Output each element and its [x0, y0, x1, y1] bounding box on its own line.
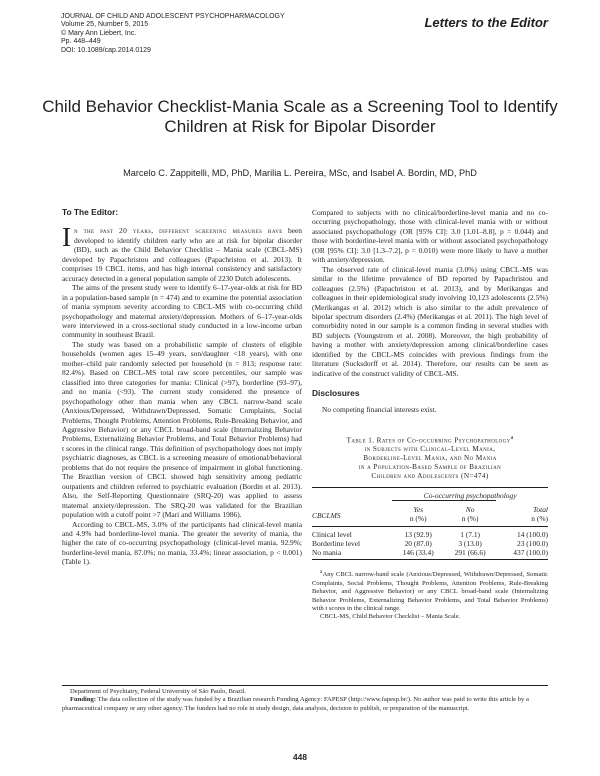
disclosures-text: No competing financial interests exist.: [322, 404, 437, 414]
paragraph-methods: The study was based on a probabilistic sample of clusters of eligible households (women ages 15–49 years, son/daughter <18 years), with one mother–child pair randomly selected per household (n = 813; response rate: 82.4%). Based on CBCL-MS total raw score percentiles, our sample was classified into three categories for mania: Clinical (>97), borderline (93–97), and no mania (<93). The current study considered the presence of psychopathology other than mania when any CBCL narrow-band scale (Anxious/Depressed, Withdrawn/Depressed, Somatic Complaints, Social Problems, Thought Problems, Attention Problems, Rule-Breaking Behavior, and Aggressive Behavior) or any CBCL broad-band scale (Internalizing Behavior Problems, Externalizing Behavior Problems, and Total Behavior Problems) had t scores in the clinical range. This definition of psychopathology does not imply psychiatric diagnoses, as CBCL is a screening measure of emotional/behavioral problems that do not require the presence of impairment in global functioning. The Brazilian version of CBCL showed high sensitivity among pediatric outpatients and children referred to psychiatric evaluation (Bordin et al. 2013). Also, the Self-Reporting Questionnaire (SRQ-20) was applied to assess maternal anxiety/depression. The SRQ-20 was validated for the Brazilian population with a cutoff point >7 (Mari and Williams 1986).: [62, 339, 302, 520]
journal-pages: Pp. 448–449: [61, 38, 101, 46]
funding-label: Funding:: [70, 696, 97, 704]
disclosures-heading: Disclosures: [312, 388, 360, 399]
article-title: Child Behavior Checklist-Mania Scale as a Screening Tool to Identify Children at Risk for Bipolar Disorder: [42, 97, 558, 136]
col-header-total: Total: [532, 505, 548, 515]
journal-name: JOURNAL OF CHILD AND ADOLESCENT PSYCHOPHARMACOLOGY: [61, 13, 285, 20]
group-header: Co-occurring psychopathology: [423, 491, 517, 501]
cell-yes: 20 (87.0): [404, 539, 432, 549]
caption-line-4: in a Population-Based Sample of Brazilian: [358, 463, 502, 472]
table-note-a: Any CBCL narrow-band scale (Anxious/Depressed, Withdrawn/Depressed, Somatic Complaints, Social Problems, Thought Problems, Attention Problems, Rule-Breaking Behavior, and Aggressive Behavior) or any CBCL broad-band scale (Internalizing Behavior Problems, Externalizing Behavior Problems, and Total Behavior Problems) with t scores in the clinical range.: [312, 571, 548, 612]
row-label-header: CBCLMS: [312, 511, 341, 521]
paragraph-discussion: The observed rate of clinical-level mania (3.0%) using CBCL-MS was similar to the lifetime prevalence of BD reported by Papachristou and colleagues (2.5%) (Papachristou et al. 2013), and by Merikangas and colleagues in their epidemiological study involving 10,123 adolescents (2.5%) (Merikangas et al. 2012) which is also similar to the adult prevalence of bipolar spectrum disorders (2.4%) (Merikangas et al. 2011). The high level of comorbidity noted in our sample is a common finding in several studies with BD subjects (Youngstrom et al. 2008). Moreover, the high probability of having a mother with anxiety/depression among clinical/borderline cases identified by the CBCL-MS coincides with previous findings from the literature (Sucksdorff et al. 2014). Therefore, our results can be seen as indicative of the construct validity of CBCL-MS.: [312, 264, 548, 378]
intro-rest: been developed to identify children early who are at risk for bipolar disorder (BD), such as the Child Behavior Checklist – Mania scale (CBCL-MS) developed by Papachristou and colleagues (Papachristou et al. 2013). It comprises 19 CBCL items, and has high internal consistency and satisfactory accuracy detected in a general population sample of 2230 Dutch adolescents.: [62, 226, 302, 283]
note-marker: a: [320, 569, 323, 576]
row-label: Borderline level: [312, 539, 361, 549]
table-note-abbrev: CBCL-MS, Child Behavior Checklist – Mania Scale.: [320, 613, 461, 621]
data-table: [312, 487, 548, 560]
col-header-no: No: [465, 505, 475, 515]
intro-lead: n the past 20 years, different screening measures have: [74, 226, 283, 236]
col-header-yes: Yes: [413, 505, 424, 515]
funding-text: The data collection of the study was funded by a Brazilian research Funding Agency: FAPESP (http://www.fapesp.br/). No author was paid to write this article by a pharmaceutical company or any other agency. The funders had no role in study design, data analysis, decision to publish, or preparation of the manuscript.: [62, 696, 529, 712]
footnote-rule: [62, 685, 548, 686]
drop-cap: I: [62, 222, 71, 253]
caption-line-1: Table 1. Rates of Co-occurring Psychopathology: [346, 436, 511, 445]
cell-no: 1 (7.1): [444, 527, 496, 540]
journal-volume: Volume 25, Number 5, 2015: [61, 21, 149, 29]
col-unit-yes: n (%): [409, 514, 427, 524]
right-column: [312, 208, 548, 621]
cell-yes: 146 (33.4): [402, 548, 434, 558]
paragraph-intro: [62, 222, 302, 283]
row-label: Clinical level: [312, 527, 392, 540]
cell-total: 14 (100.0): [496, 527, 548, 540]
caption-line-3: Borderline-Level Mania, and No Mania: [363, 454, 497, 463]
cell-no: 291 (66.6): [454, 548, 486, 558]
cell-no: 3 (13.0): [458, 539, 482, 549]
salutation: To The Editor:: [62, 207, 119, 217]
paragraph-odds: Compared to subjects with no clinical/borderline-level mania and no co-occurring psychopathology, those with clinical-level mania with or without associated psychopathology (OR [95% CI]: 3.0 [1.01–8.8], p = 0.044) and those with borderline-level mania with or without associated psychopathology (OR [95% CI]: 3.0 [1.3–7.2], p = 0.010) were more likely to have a mother with anxiety/depression.: [312, 208, 548, 265]
journal-copyright: © Mary Ann Liebert, Inc.: [61, 29, 137, 37]
journal-doi: DOI: 10.1089/cap.2014.0129: [61, 46, 151, 54]
caption-line-5: Children and Adolescents (N=474): [371, 472, 489, 481]
affiliation: Department of Psychiatry, Federal University of São Paulo, Brazil.: [70, 688, 247, 695]
caption-sup: a: [510, 435, 514, 442]
article-authors: Marcelo C. Zappitelli, MD, PhD, Marilia L. Pereira, MSc, and Isabel A. Bordin, MD, PhD: [123, 168, 477, 178]
col-unit-no: n (%): [461, 514, 479, 524]
footnotes: [62, 688, 548, 713]
table-caption: [312, 434, 548, 481]
journal-header: [61, 13, 285, 55]
cell-yes: 13 (92.9): [392, 527, 444, 540]
row-label: No mania: [312, 548, 342, 558]
table-notes: [312, 568, 548, 621]
paragraph-results: According to CBCL-MS, 3.0% of the participants had clinical-level mania and 4.9% had borderline-level mania. The greater the severity of mania, the higher the rate of co-occurring psychopathology (clinical-level mania, 92.9%; borderline-level mania, 87.0%; no mania, 33.4%; linear association, p < 0.001) (Table 1).: [62, 519, 302, 567]
funding-note: [62, 696, 548, 713]
cell-total: 23 (100.0): [517, 539, 548, 549]
left-column: [62, 208, 302, 567]
paragraph-aims: The aims of the present study were to identify 6–17-year-olds at risk for BD in a population-based sample (n = 474) and to examine the potential association of mania symptom severity according to CBCL-MS with co-occurring child psychopathology and maternal anxiety/depression. Mothers of 6–17-year-olds were interviewed in a cross-sectional study conducted in a low-income urban community in southeast Brazil.: [62, 283, 302, 340]
col-unit-total: n (%): [531, 514, 548, 524]
caption-line-2: in Subjects with Clinical-Level Mania,: [364, 445, 496, 454]
page-number: 448: [293, 752, 307, 762]
section-banner: Letters to the Editor: [424, 15, 548, 30]
cell-total: 437 (100.0): [513, 548, 548, 558]
